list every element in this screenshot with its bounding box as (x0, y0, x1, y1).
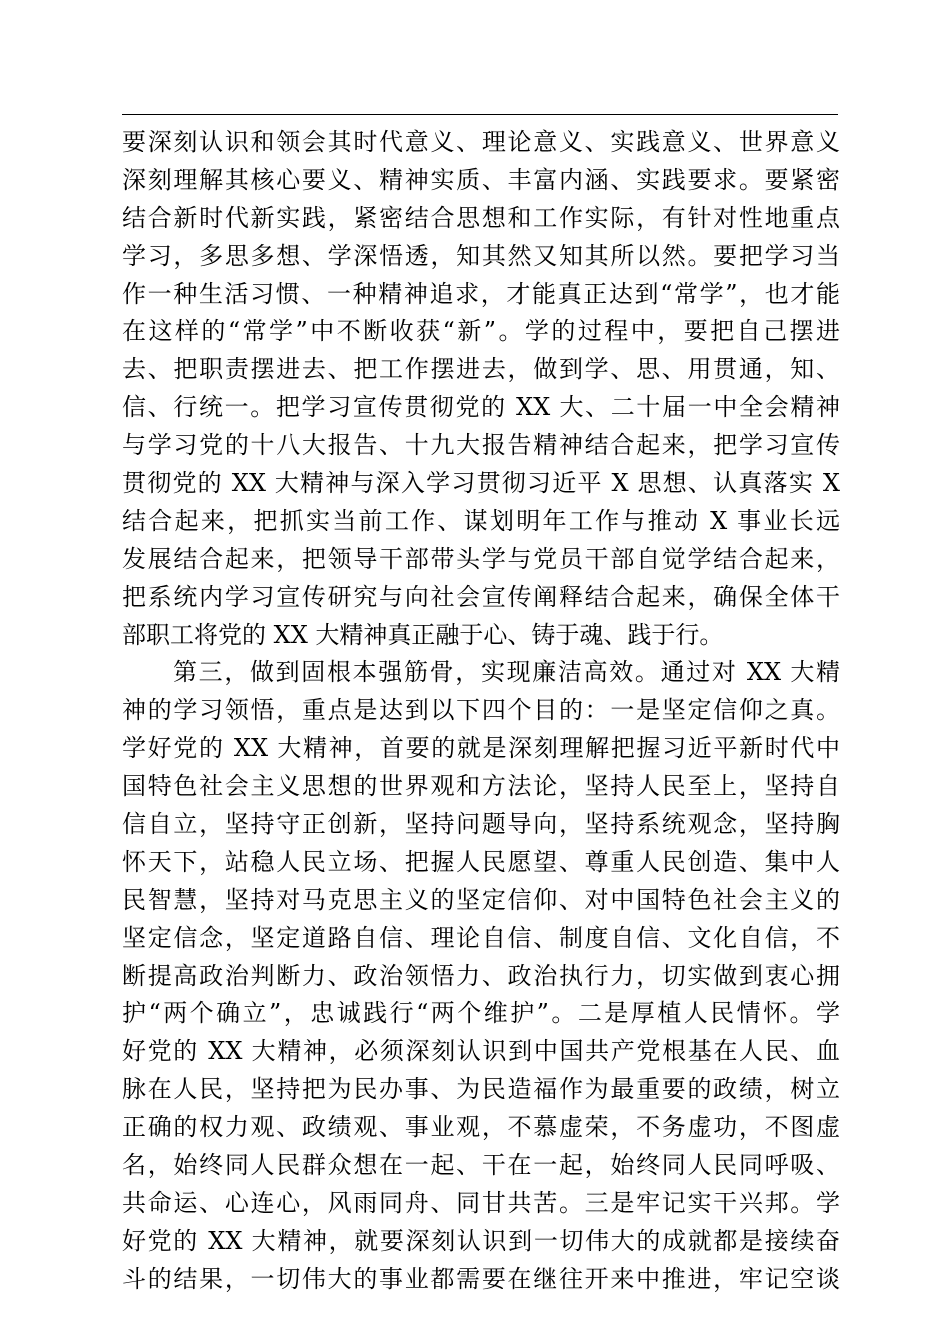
text-line: 好党的 XX 大精神，必须深刻认识到中国共产党根基在人民、血 (122, 1037, 840, 1066)
text-line: 信自立，坚持守正创新，坚持问题导向，坚持系统观念，坚持胸 (122, 810, 840, 839)
text-line: 好党的 XX 大精神，就要深刻认识到一切伟大的成就都是接续奋 (122, 1226, 840, 1255)
text-line: 坚定信念，坚定道路自信、理论自信、制度自信、文化自信，不 (122, 923, 840, 952)
text-line: 作一种生活习惯、一种精神追求，才能真正达到“常学”，也才能 (122, 279, 840, 308)
text-line: 与学习党的十八大报告、十九大报告精神结合起来，把学习宣传 (122, 431, 840, 460)
text-line: 要深刻认识和领会其时代意义、理论意义、实践意义、世界意义 (122, 128, 840, 156)
text-line: 发展结合起来，把领导干部带头学与党员干部自觉学结合起来， (122, 544, 840, 573)
text-line: 正确的权力观、政绩观、事业观，不慕虚荣，不务虚功，不图虚 (122, 1113, 840, 1142)
text-line: 脉在人民，坚持把为民办事、为民造福作为最重要的政绩，树立 (122, 1075, 840, 1104)
text-line: 信、行统一。把学习宣传贯彻党的 XX 大、二十届一中全会精神 (122, 393, 840, 422)
text-line: 结合新时代新实践，紧密结合思想和工作实际，有针对性地重点 (122, 203, 840, 232)
text-line: 民智慧，坚持对马克思主义的坚定信仰、对中国特色社会主义的 (122, 885, 840, 914)
text-line: 断提高政治判断力、政治领悟力、政治执行力，切实做到衷心拥 (122, 961, 840, 990)
text-line: 护“两个确立”，忠诚践行“两个维护”。二是厚植人民情怀。学 (122, 999, 840, 1028)
header-rule (122, 114, 838, 115)
paragraph-end-line: 部职工将党的 XX 大精神真正融于心、铸于魂、践于行。 (122, 620, 724, 649)
text-line: 神的学习领悟，重点是达到以下四个目的：一是坚定信仰之真。 (122, 696, 840, 725)
text-line: 怀天下，站稳人民立场、把握人民愿望、尊重人民创造、集中人 (122, 847, 840, 876)
text-line: 把系统内学习宣传研究与向社会宣传阐释结合起来，确保全体干 (122, 582, 840, 611)
text-line: 去、把职责摆进去、把工作摆进去，做到学、思、用贯通，知、 (122, 355, 840, 384)
text-line: 深刻理解其核心要义、精神实质、丰富内涵、实践要求。要紧密 (122, 165, 840, 194)
text-line: 贯彻党的 XX 大精神与深入学习贯彻习近平 X 思想、认真落实 X (122, 469, 840, 498)
text-line: 名，始终同人民群众想在一起、干在一起，始终同人民同呼吸、 (122, 1151, 840, 1180)
text-line: 学习，多思多想、学深悟透，知其然又知其所以然。要把学习当 (122, 241, 840, 270)
text-line: 斗的结果，一切伟大的事业都需要在继往开来中推进，牢记空谈 (122, 1264, 840, 1293)
paragraph-first-line: 第三，做到固根本强筋骨，实现廉洁高效。通过对 XX 大精 (173, 658, 840, 687)
text-line: 在这样的“常学”中不断收获“新”。学的过程中，要把自己摆进 (122, 317, 840, 346)
text-line: 学好党的 XX 大精神，首要的就是深刻理解把握习近平新时代中 (122, 734, 840, 763)
text-line: 国特色社会主义思想的世界观和方法论，坚持人民至上，坚持自 (122, 772, 840, 801)
text-line: 共命运、心连心，风雨同舟、同甘共苦。三是牢记实干兴邦。学 (122, 1188, 840, 1217)
body-text (122, 124, 840, 1299)
text-line: 结合起来，把抓实当前工作、谋划明年工作与推动 X 事业长远 (122, 506, 840, 535)
